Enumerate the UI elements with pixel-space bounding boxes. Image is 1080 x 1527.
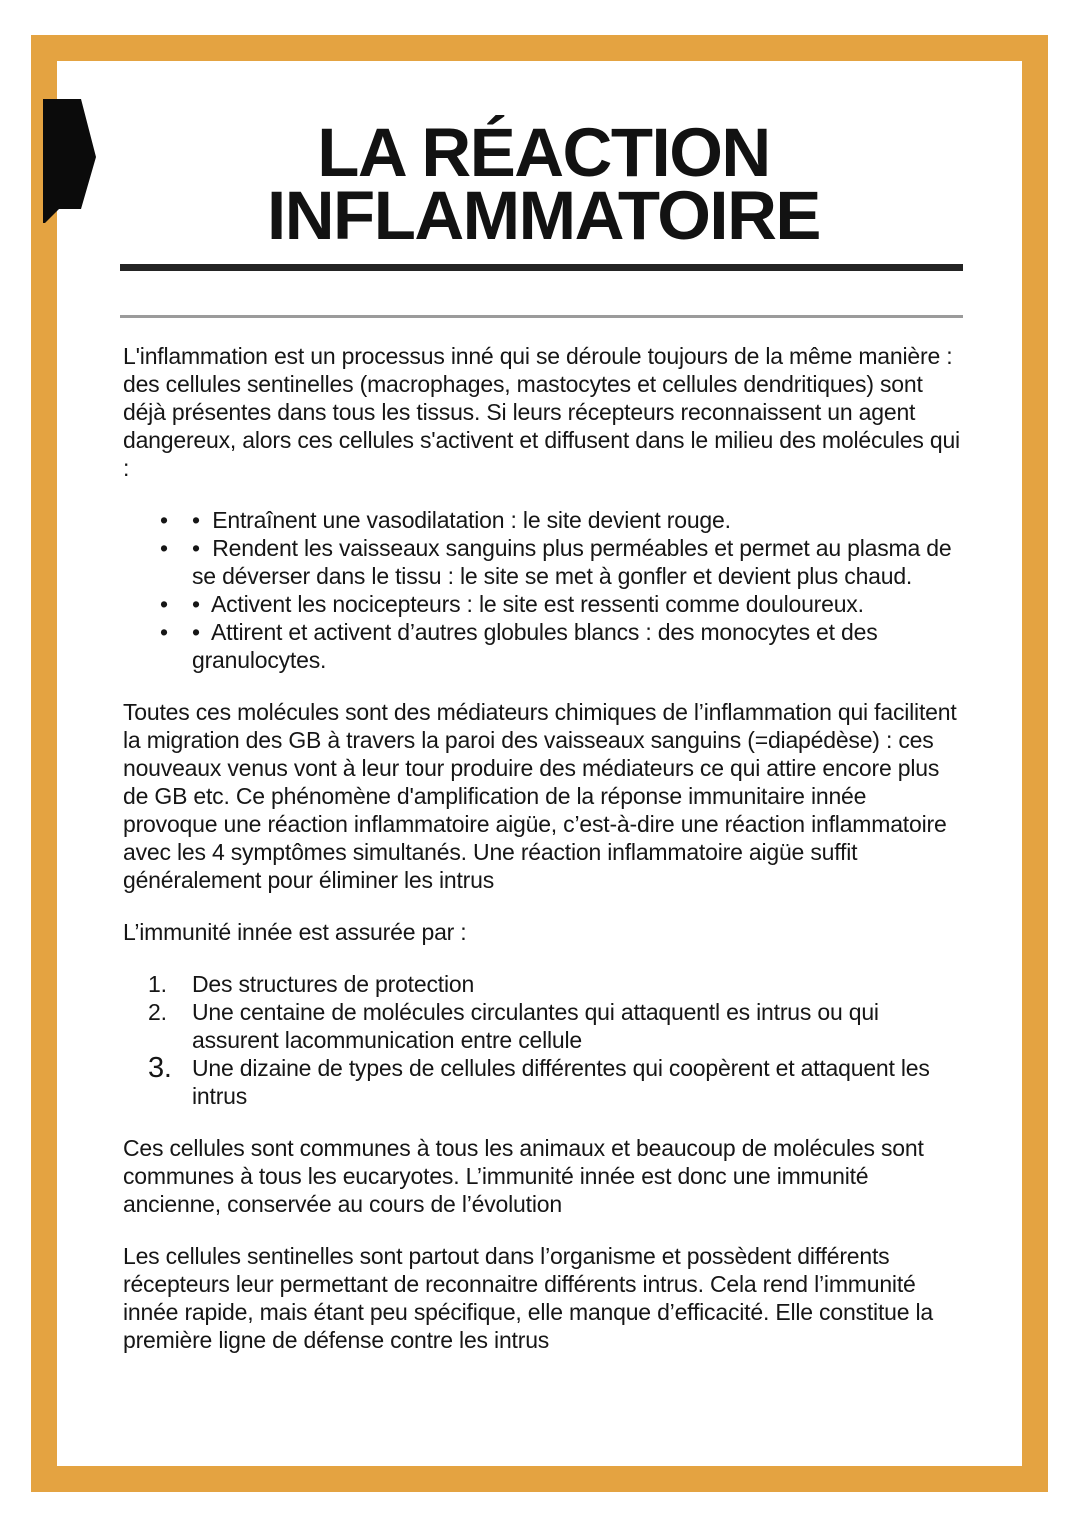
list-item [148,998,964,1054]
list-item-text: • Activent les nocicepteurs : le site est ressenti comme douloureux. [192,591,864,617]
list-item-text: Des structures de protection [192,971,475,997]
list-item [160,590,964,618]
list-item [160,506,964,534]
list-item-text: • Entraînent une vasodilatation : le site devient rouge. [192,507,731,533]
bullet-marker: • [160,507,168,533]
title-divider-thin [120,315,963,318]
paragraph-immunite-innee-intro: L’immunité innée est assurée par : [123,919,467,945]
symptoms-bullet-list [123,506,964,674]
list-item [148,1054,964,1110]
bookmark-icon [43,99,97,223]
bullet-marker: • [160,591,168,617]
number-marker: 3. [148,1052,172,1084]
list-item [148,970,964,998]
bullet-marker: • [160,535,168,561]
paragraph-mediateurs-chimiques: Toutes ces molécules sont des médiateurs chimiques de l’inflammation qui facilitent la migration des GB à travers la paroi des vaisseaux sanguins (=diapédèse) : ces nouveaux venus vont à leur tour produire des médiateurs ce qui attire encore plus de GB etc. Ce phénomène d'amplification de la réponse immunitaire innée provoque une réaction inflammatoire aigüe, c’est-à-dire une réaction inflammatoire avec les 4 symptômes simultanés. Une réaction inflammatoire aigüe suffit généralement pour éliminer les intrus [123,699,957,893]
number-marker: 2. [148,999,167,1025]
paragraph-cellules-communes: Ces cellules sont communes à tous les animaux et beaucoup de molécules sont communes à tous les eucaryotes. L’immunité innée est donc une immunité ancienne, conservée au cours de l’évolution [123,1135,924,1217]
page-title-line-1: LA RÉACTION [317,114,770,191]
paragraph-intro-inflammation: L'inflammation est un processus inné qui se déroule toujours de la même manière : des cellules sentinelles (macrophages, mastocytes et cellules dendritiques) sont déjà présentes dans tous les tissus. Si leurs récepteurs reconnaissent un agent dangereux, alors ces cellules s'activent et diffusent dans le milieu des molécules qui : [123,343,960,481]
bullet-marker: • [160,619,168,645]
number-marker: 1. [148,971,167,997]
document-page [57,61,1023,1466]
list-item-text: • Rendent les vaisseaux sanguins plus perméables et permet au plasma de se déverser dans le tissu : le site se met à gonfler et devient plus chaud. [192,535,958,589]
list-item-text: • Attirent et activent d’autres globules blancs : des monocytes et des granulocytes. [192,619,884,673]
list-item-text: Une centaine de molécules circulantes qui attaquentl es intrus ou qui assurent lacommunication entre cellule [192,999,879,1053]
page-title [123,114,964,254]
list-item-text: Une dizaine de types de cellules différentes qui coopèrent et attaquent les intrus [192,1055,930,1109]
title-divider-thick [120,264,963,271]
paragraph-cellules-sentinelles: Les cellules sentinelles sont partout dans l’organisme et possèdent différents récepteurs leur permettant de reconnaitre différents intrus. Cela rend l’immunité innée rapide, mais étant peu spécifique, elle manque d’efficacité. Elle constitue la première ligne de défense contre les intrus [123,1243,934,1353]
list-item [160,618,964,674]
list-item [160,534,964,590]
document-body [123,342,964,1354]
immunite-numbered-list [123,970,964,1110]
page-title-line-2: INFLAMMATOIRE [267,177,820,254]
